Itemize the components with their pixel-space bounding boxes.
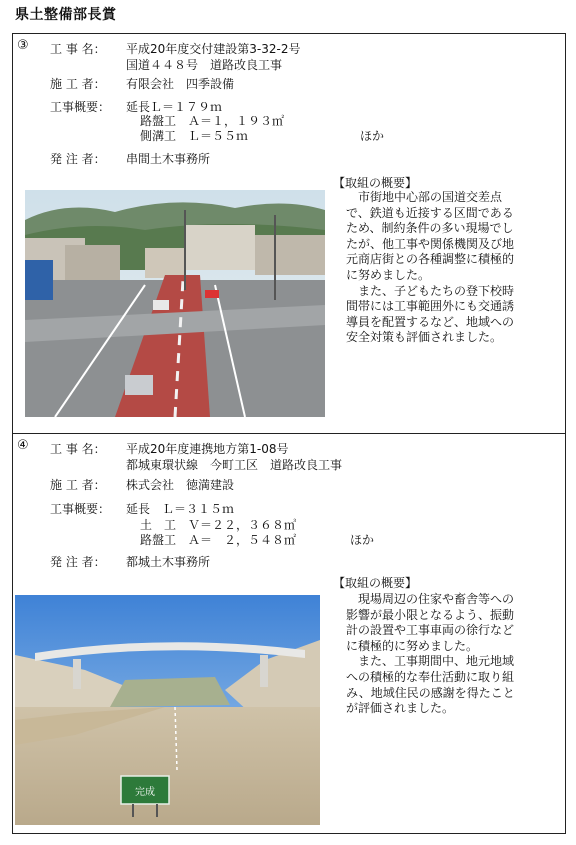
- contractor-label: 施 工 者：: [50, 478, 106, 492]
- contractor-name: 有限会社 四季設備: [126, 77, 235, 91]
- summary-line-3: 路盤工 Ａ＝ ２，５４８㎡: [140, 533, 297, 547]
- entry-number: ④: [17, 438, 29, 453]
- entry-number: ③: [17, 38, 29, 53]
- project-name-label: 工 事 名：: [50, 42, 106, 56]
- client-name: 串間土木事務所: [126, 152, 211, 166]
- site-photo-overpass: [15, 595, 320, 825]
- summary-line-3: 側溝工 Ｌ＝５５ｍ: [140, 129, 249, 143]
- entry-divider: [12, 433, 566, 434]
- summary-label: 工事概要：: [50, 100, 111, 114]
- contractor-name: 株式会社 徳満建設: [126, 478, 235, 492]
- contractor-label: 施 工 者：: [50, 77, 106, 91]
- summary-line-2: 土 工 Ｖ＝２２，３６８㎥: [140, 518, 297, 532]
- client-label: 発 注 者：: [50, 152, 106, 166]
- client-name: 都城土木事務所: [126, 555, 211, 569]
- summary-line-1: 延長 Ｌ＝３１５ｍ: [126, 502, 235, 516]
- summary-line-2: 路盤工 Ａ＝１，１９３㎡: [140, 114, 285, 128]
- page-title: 県土整備部長賞: [15, 7, 117, 23]
- project-name-line2: 国道４４８号 道路改良工事: [126, 58, 283, 72]
- project-name-line1: 平成20年度連携地方第1-08号: [126, 442, 289, 456]
- description-text: 現場周辺の住家や畜舎等への 影響が最小限となるよう、振動 計の設置や工事車両の徐行など に積極的に努めました。 また、工事期間中、地元地域 への積極的な奉仕活動に取り組 み、地域住民の感謝を得たこと が評価されました。: [346, 592, 515, 716]
- summary-etc: ほか: [350, 533, 375, 547]
- client-label: 発 注 者：: [50, 555, 106, 569]
- project-name-label: 工 事 名：: [50, 442, 106, 456]
- completion-sign-text: 完成: [135, 787, 155, 798]
- summary-label: 工事概要：: [50, 502, 111, 516]
- summary-etc: ほか: [360, 129, 385, 143]
- project-name-line2: 都城東環状線 今町工区 道路改良工事: [126, 458, 343, 472]
- site-photo-intersection: [25, 190, 325, 417]
- project-name-line1: 平成20年度交付建設第3-32-2号: [126, 42, 301, 56]
- description-title: 【取組の概要】: [333, 176, 418, 190]
- summary-line-1: 延長Ｌ＝１７９ｍ: [126, 100, 223, 114]
- description-title: 【取組の概要】: [333, 576, 418, 590]
- description-text: 市街地中心部の国道交差点 で、鉄道も近接する区間である ため、制約条件の多い現場でし たが、他工事や関係機関及び地 元商店街との各種調整に積極的 に努めました。 また、子どもたちの登下校時 間帯には工事範囲外にも交通誘 導員を配置するなど、地域への 安全対策も評価されました。: [346, 190, 515, 345]
